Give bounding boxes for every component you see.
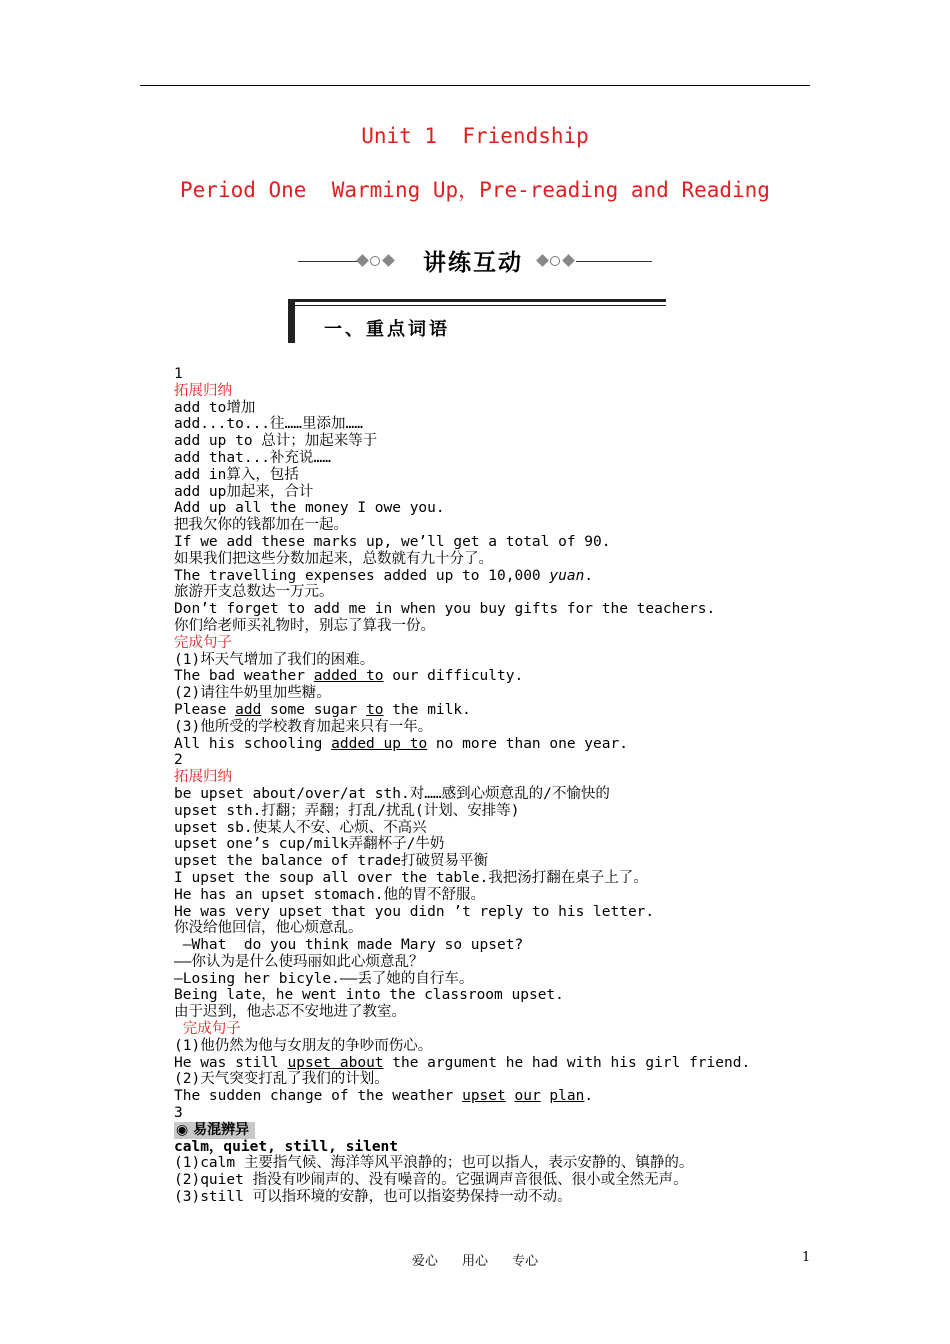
text-span: no more than one year. [427,735,628,752]
text-span: the milk. [383,701,471,718]
text-span: . [584,1088,594,1105]
text-line: (2)quiet 指没有吵闹声的、没有噪音的。它强调声音很低、很小或全然无声。 [174,1172,688,1189]
text-span: our difficulty. [383,668,524,685]
text-span: The travelling expenses added up to 10,000 [174,567,550,584]
answer-line [174,668,814,685]
complete-heading: 完成句子 [174,634,232,651]
diamond-icon [356,254,369,267]
answer-blank: add [235,701,262,718]
answer-blank: plan [549,1088,585,1105]
page-number: 1 [802,1250,811,1265]
text-line: add to增加 [174,399,256,416]
text-line: Being late，he went into the classroom upset. [174,987,564,1004]
text-line: He was very upset that you didn ’t reply to his letter. [174,903,655,920]
text-line: 你没给他回信，他心烦意乱。 [174,920,363,937]
text-line: upset sth.打翻；弄翻；打乱/扰乱(计划、安排等) [174,802,520,819]
answer-blank: added up to [331,735,428,752]
text-line: 如果我们把这些分数加起来，总数就有九十分了。 [174,550,493,567]
text-line: He has an upset stomach.他的胃不舒服。 [174,886,486,903]
text-span: He was still [174,1054,288,1071]
text-line: 旅游开支总数达一万元。 [174,584,334,601]
text-line: add in算入，包括 [174,466,299,483]
text-line: (1)calm 主要指气候、海洋等风平浪静的；也可以指人，表示安静的、镇静的。 [174,1155,694,1172]
text-line: upset one’s cup/milk弄翻杯子/牛奶 [174,836,445,853]
text-line: upset sb.使某人不安、心烦、不高兴 [174,819,427,836]
heading-bar [288,299,295,343]
text-span: The bad weather [174,668,314,685]
confusable-tag-line [174,1122,814,1139]
section-heading-box [288,299,666,343]
text-line: add that...补充说…… [174,449,331,466]
text-line: add up加起来，合计 [174,483,314,500]
text-line: If we add these marks up, we’ll get a total of 90. [174,533,611,550]
answer-line [174,736,814,753]
text-span: The sudden change of the weather [174,1088,463,1105]
unit-title: Unit 1 Friendship [361,124,589,148]
complete-heading: 完成句子 [174,1021,241,1038]
answer-blank: added to [313,668,384,685]
text-line: Don’t forget to add me in when you buy gifts for the teachers. [174,601,716,618]
text-line: 把我欠你的钱都加在一起。 [174,517,348,534]
period-subtitle: Period One Warming Up，Pre-reading and Reading [180,178,770,202]
banner-right-rule [576,261,652,262]
text-span: some sugar [261,701,367,718]
text-span: . [584,567,594,584]
question-line: (1)他仍然为他与女朋友的争吵而伤心。 [174,1037,433,1054]
text-span: the argument he had with his girl friend. [383,1054,751,1071]
answer-line [174,702,814,719]
question-line: (2)天气突变打乱了我们的计划。 [174,1071,389,1088]
text-line: ——你认为是什么使玛丽如此心烦意乱？ [174,953,424,970]
text-line: Add up all the money I owe you. [174,500,445,517]
text-line: upset the balance of trade打破贸易平衡 [174,853,488,870]
heading-rule-thick [295,299,666,302]
text-line: —What do you think made Mary so upset? [174,937,524,954]
text-line: —Losing her bicyle.——丢了她的自行车。 [174,970,474,987]
text-line: 你们给老师买礼物时，别忘了算我一份。 [174,617,435,634]
answer-blank: upset about [287,1054,384,1071]
heading-rule-thin [295,305,666,306]
ring-icon [370,256,380,266]
answer-blank: our [514,1088,541,1105]
diamond-icon [382,254,395,267]
text-line: 由于迟到，他忐忑不安地进了教室。 [174,1004,406,1021]
item-number: 2 [174,752,183,769]
item-number: 1 [174,366,183,382]
footer-motto: 爱心 用心 专心 [411,1254,539,1269]
expand-heading: 拓展归纳 [174,769,232,786]
text-line: I upset the soup all over the table.我把汤打翻在桌子上了。 [174,869,648,886]
banner-label: 讲练互动 [423,250,523,276]
text-line: (3)still 可以指环境的安静，也可以指姿势保持一动不动。 [174,1189,572,1206]
answer-line [174,1088,814,1105]
answer-line [174,1055,814,1072]
text-span: All his schooling [174,735,332,752]
italic-word: yuan [549,567,585,584]
banner-left-rule [298,261,360,262]
question-line: (1)坏天气增加了我们的困难。 [174,651,375,668]
answer-blank: upset [462,1088,506,1105]
item-number: 3 [174,1105,183,1122]
text-span: Please [174,701,236,718]
text-line: add...to...往……里添加…… [174,416,363,433]
ring-icon [550,256,560,266]
text-line: be upset about/over/at sth.对……感到心烦意乱的/不愉快的 [174,785,610,802]
question-line: (3)他所受的学校教育加起来只有一年。 [174,718,433,735]
text-line [174,568,814,585]
content-body [174,366,814,1206]
diamond-icon [536,254,549,267]
section-heading: 一、重点词语 [324,319,450,340]
section-banner [298,244,652,278]
confusable-tag: ◉ 易混辨异 [174,1122,255,1139]
question-line: (2)请往牛奶里加些糖。 [174,685,331,702]
text-line: add up to 总计；加起来等于 [174,433,378,450]
header-rule [140,85,810,86]
word-list: calm，quiet, still, silent [174,1138,399,1155]
expand-heading: 拓展归纳 [174,382,232,399]
diamond-icon [562,254,575,267]
answer-blank: to [366,701,384,718]
